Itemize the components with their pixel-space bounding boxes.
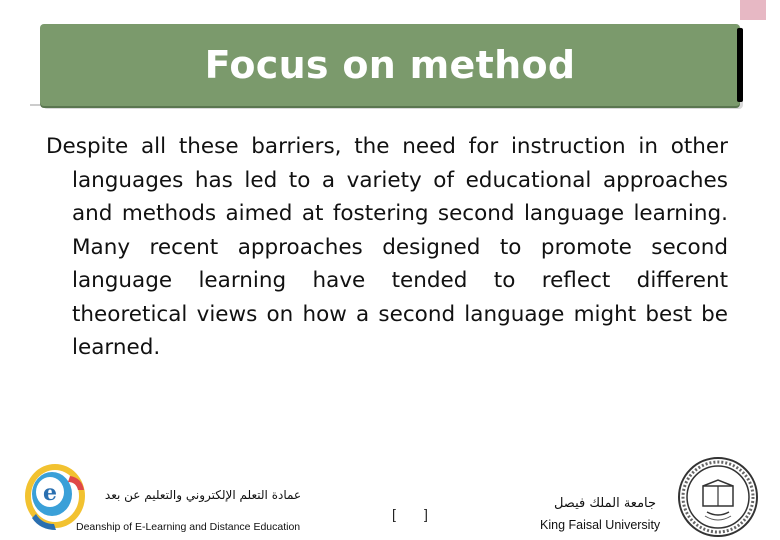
slide-title: Focus on method	[204, 43, 576, 87]
slide-body	[46, 130, 728, 365]
svg-text:e: e	[43, 480, 57, 506]
university-seal-icon	[677, 456, 759, 538]
body-paragraph: Despite all these barriers, the need for instruction in other languages has led to a variety of educational approaches and methods aimed at fostering second language learning. Many recent approaches designed to promote second language learning have tended to reflect different theoretical views on how a second language might best be learned.	[46, 134, 728, 360]
university-english-name: King Faisal University	[540, 518, 661, 532]
page-bracket-right: ]	[424, 506, 428, 522]
university-arabic-name: جامعة الملك فيصل	[553, 496, 657, 511]
title-divider-line	[30, 104, 40, 106]
corner-tab	[740, 0, 766, 20]
deanship-english-name: Deanship of E-Learning and Distance Education	[76, 521, 301, 533]
deanship-arabic-name: عمادة التعلم الإلكتروني والتعليم عن بعد	[104, 488, 302, 502]
page-bracket-left: [	[392, 506, 396, 522]
